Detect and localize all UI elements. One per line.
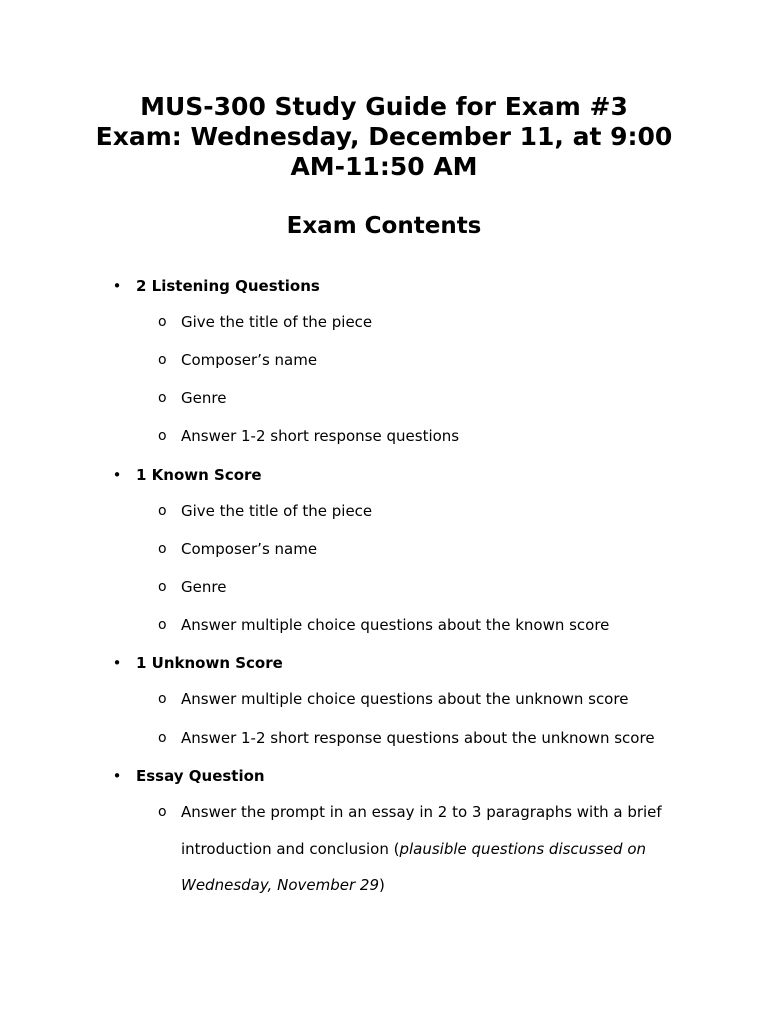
essay-text-italic: plausible questions discussed on (399, 840, 647, 858)
bullet-marker: • (112, 466, 122, 484)
sub-bullet-marker: o (158, 314, 167, 330)
sub-bullet-marker: o (158, 503, 167, 519)
essay-text-plain: ) (378, 876, 385, 894)
sub-bullet-marker: o (158, 804, 167, 820)
sub-bullet-marker: o (158, 352, 167, 368)
bullet-marker: • (112, 654, 122, 672)
bullet-marker: • (112, 767, 122, 785)
section-title: 2 Listening Questions (136, 277, 320, 295)
sub-bullet-marker: o (158, 428, 167, 444)
list-item-text: Composer’s name (181, 540, 318, 558)
title-line-2: Exam: Wednesday, December 11, at 9:00 (95, 122, 673, 151)
section-heading: Exam Contents (286, 213, 482, 239)
sub-bullet-marker: o (158, 617, 167, 633)
bullet-marker: • (112, 277, 122, 295)
essay-text-line-2 (181, 839, 646, 859)
list-item-text: Give the title of the piece (181, 502, 373, 520)
essay-text-italic: Wednesday, November 29 (181, 876, 379, 894)
essay-text-line-1: Answer the prompt in an essay in 2 to 3 paragraphs with a brief (181, 803, 662, 821)
list-item-text: Genre (181, 389, 227, 407)
sub-bullet-marker: o (158, 691, 167, 707)
list-item-text: Genre (181, 578, 227, 596)
title-line-3: AM-11:50 AM (290, 152, 478, 181)
sub-bullet-marker: o (158, 579, 167, 595)
sub-bullet-marker: o (158, 541, 167, 557)
sub-bullet-marker: o (158, 730, 167, 746)
list-item-text: Composer’s name (181, 351, 318, 369)
section-title: 1 Unknown Score (136, 654, 283, 672)
sub-bullet-marker: o (158, 390, 167, 406)
title-line-1: MUS-300 Study Guide for Exam #3 (140, 92, 628, 121)
essay-text-plain: introduction and conclusion ( (181, 840, 400, 858)
section-title: 1 Known Score (136, 466, 262, 484)
list-item-text: Answer multiple choice questions about the known score (181, 616, 610, 634)
section-title: Essay Question (136, 767, 265, 785)
document-title (84, 92, 684, 182)
essay-text-line-3 (181, 875, 385, 895)
list-item-text: Answer 1-2 short response questions (181, 427, 460, 445)
list-item-text: Answer multiple choice questions about the unknown score (181, 690, 629, 708)
list-item-text: Answer 1-2 short response questions about the unknown score (181, 729, 655, 747)
list-item-text: Give the title of the piece (181, 313, 373, 331)
